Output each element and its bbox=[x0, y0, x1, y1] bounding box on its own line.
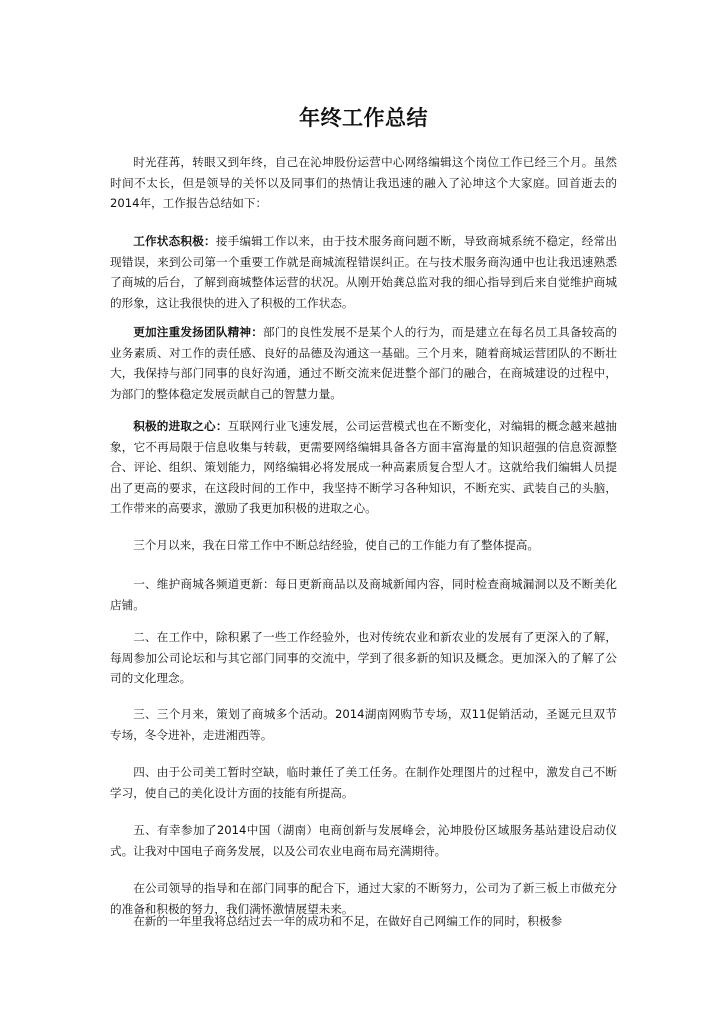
paragraph-item-3 bbox=[110, 704, 617, 745]
paragraph-text: 时光荏苒，转眼又到年终，自己在沁坤股份运营中心网络编辑这个岗位工作已经三个月。虽然时间不太长，但是领导的关怀以及同事们的热情让我迅速的融入了沁坤这个大家庭。回首逝去的2014年，工作报告总结如下： bbox=[110, 155, 617, 211]
paragraph-enterprising bbox=[110, 416, 617, 519]
paragraph-text: 四、由于公司美工暂时空缺，临时兼任了美工任务。在制作处理图片的过程中，激发自己不断学习，使自己的美化设计方面的技能有所提高。 bbox=[110, 765, 617, 800]
paragraph-intro bbox=[110, 152, 617, 214]
paragraph-text: 三、三个月来，策划了商城多个活动。2014湖南网购节专场，双11促销活动，圣诞元旦双节专场，冬令进补，走进湘西等。 bbox=[110, 707, 617, 742]
paragraph-item-4 bbox=[110, 762, 617, 803]
paragraph-text: 接手编辑工作以来，由于技术服务商问题不断，导致商城系统不稳定，经常出现错误，来到公司第一个重要工作就是商城流程错误纠正。在与技术服务商沟通中也让我迅速熟悉了商城的后台，了解到商城整体运营的状况。从刚开始龚总监对我的细心指导到后来自觉维护商城的形象，这让我很快的进入了积极的工作状态。 bbox=[110, 234, 617, 310]
paragraph-summary bbox=[110, 535, 617, 556]
document-title: 年终工作总结 bbox=[299, 106, 428, 130]
paragraph-text: 在新的一年里我将总结过去一年的成功和不足，在做好自己网编工作的同时，积极参 bbox=[133, 914, 563, 928]
paragraph-lead: 更加注重发扬团队精神： bbox=[133, 325, 264, 339]
paragraph-work-status bbox=[110, 231, 617, 313]
paragraph-text: 五、有幸参加了2014中国（湖南）电商创新与发展峰会，沁坤股份区域服务基站建设启动仪式。让我对中国电子商务发展，以及公司农业电商布局充满期待。 bbox=[110, 823, 617, 858]
paragraph-text: 互联网行业飞速发展，公司运营模式也在不断变化，对编辑的概念越来越抽象，它不再局限于信息收集与转载，更需要网络编辑具备各方面丰富海量的知识超强的信息资源整合、评论、组织、策划能力，网络编辑必将发展成一种高素质复合型人才。这就给我们编辑人员提出了更高的要求，在这段时间的工作中，我坚持不断学习各种知识，不断充实、武装自己的头脑，工作带来的高要求，激励了我更加积极的进取之心。 bbox=[110, 419, 617, 516]
paragraph-text: 三个月以来，我在日常工作中不断总结经验，使自己的工作能力有了整体提高。 bbox=[133, 538, 539, 552]
paragraph-lead: 积极的进取之心： bbox=[133, 419, 228, 433]
paragraph-item-1 bbox=[110, 574, 617, 615]
paragraph-item-2 bbox=[110, 627, 617, 689]
paragraph-new-year bbox=[110, 911, 617, 932]
paragraph-text: 一、维护商城各频道更新：每日更新商品以及商城新闻内容，同时检查商城漏洞以及不断美化店铺。 bbox=[110, 577, 617, 612]
paragraph-text: 部门的良性发展不是某个人的行为，而是建立在每名员工具备较高的业务素质、对工作的责任感、良好的品德及沟通这一基础。三个月来，随着商城运营团队的不断壮大，我保持与部门同事的良好沟通，通过不断交流来促进整个部门的融合，在商城建设的过程中，为部门的整体稳定发展贡献自己的智慧力量。 bbox=[110, 325, 617, 401]
paragraph-team-spirit bbox=[110, 322, 617, 404]
paragraph-lead: 工作状态积极： bbox=[133, 234, 216, 248]
paragraph-text: 在公司领导的指导和在部门同事的配合下，通过大家的不断努力，公司为了新三板上市做充分的准备和积极的努力，我们满怀激情展望未来。 bbox=[110, 881, 617, 916]
paragraph-text: 二、在工作中，除积累了一些工作经验外，也对传统农业和新农业的发展有了更深入的了解，每周参加公司论坛和与其它部门同事的交流中，学到了很多新的知识及概念。更加深入的了解了公司的文化理念。 bbox=[110, 630, 617, 686]
paragraph-item-5 bbox=[110, 820, 617, 861]
